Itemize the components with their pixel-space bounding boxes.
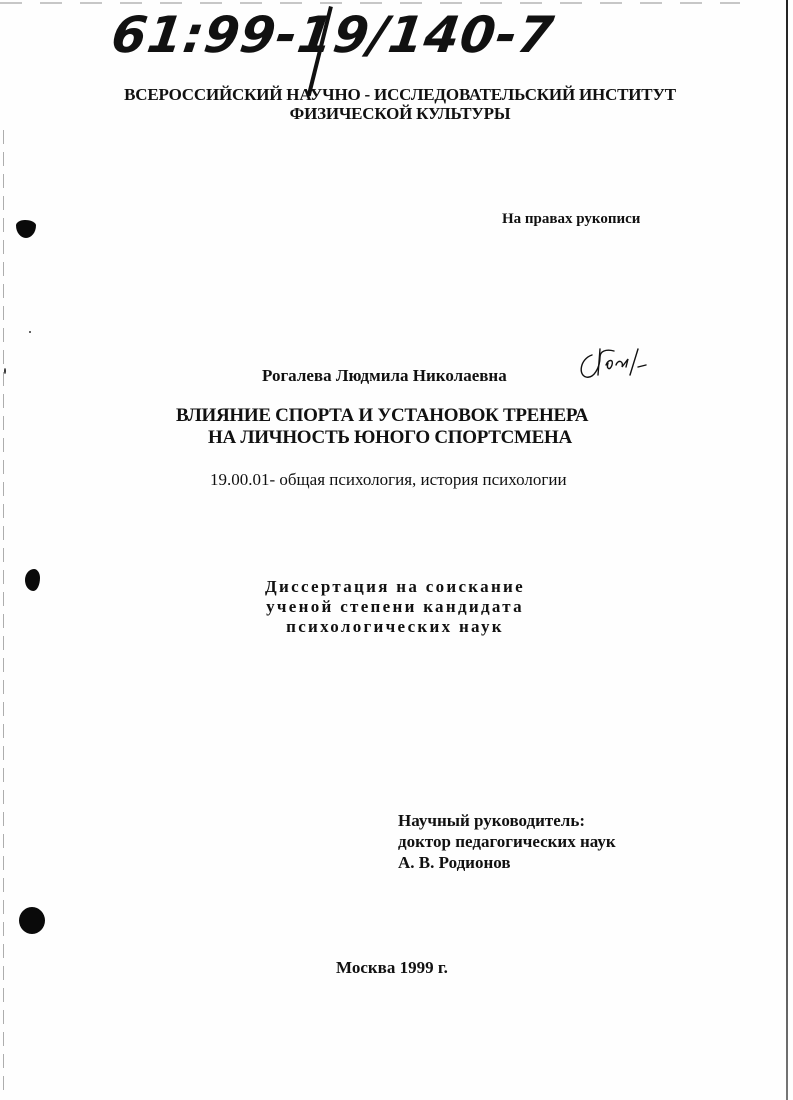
scientific-supervisor <box>398 810 616 873</box>
scan-speck <box>4 368 6 374</box>
specialty-code: 19.00.01- общая психология, история психологии <box>210 470 567 489</box>
punch-hole-mark <box>16 220 36 238</box>
degree-line-3: психологических наук <box>286 617 504 636</box>
institute-name <box>100 85 700 123</box>
scan-top-edge-artifact <box>0 2 740 4</box>
supervisor-name: А. В. Родионов <box>398 853 511 872</box>
scan-left-edge-line <box>3 130 4 1090</box>
punch-hole-mark <box>25 569 40 591</box>
degree-line-1: Диссертация на соискание <box>265 577 525 596</box>
manuscript-rights-note: На правах рукописи <box>502 211 641 227</box>
author-name: Рогалева Людмила Николаевна <box>262 366 507 385</box>
institute-line-2: ФИЗИЧЕСКОЙ КУЛЬТУРЫ <box>289 104 511 123</box>
city-and-year: Москва 1999 г. <box>336 958 448 977</box>
scan-speck <box>29 331 31 333</box>
title-line-2: НА ЛИЧНОСТЬ ЮНОГО СПОРТСМЕНА <box>208 427 572 448</box>
title-line-1: ВЛИЯНИЕ СПОРТА И УСТАНОВОК ТРЕНЕРА <box>176 405 589 426</box>
handwritten-registry-number: 61:99-19/140-7 <box>107 6 558 64</box>
supervisor-label: Научный руководитель: <box>398 811 585 830</box>
dissertation-degree-statement <box>230 577 560 637</box>
signature-icon <box>576 345 656 383</box>
institute-line-1: ВСЕРОССИЙСКИЙ НАУЧНО - ИССЛЕДОВАТЕЛЬСКИЙ ИНСТИТУТ <box>124 85 676 104</box>
scan-right-edge-line <box>786 0 788 1100</box>
degree-line-2: ученой степени кандидата <box>266 597 524 616</box>
dissertation-title <box>160 405 640 449</box>
supervisor-degree: доктор педагогических наук <box>398 832 616 851</box>
punch-hole-mark <box>19 907 45 934</box>
